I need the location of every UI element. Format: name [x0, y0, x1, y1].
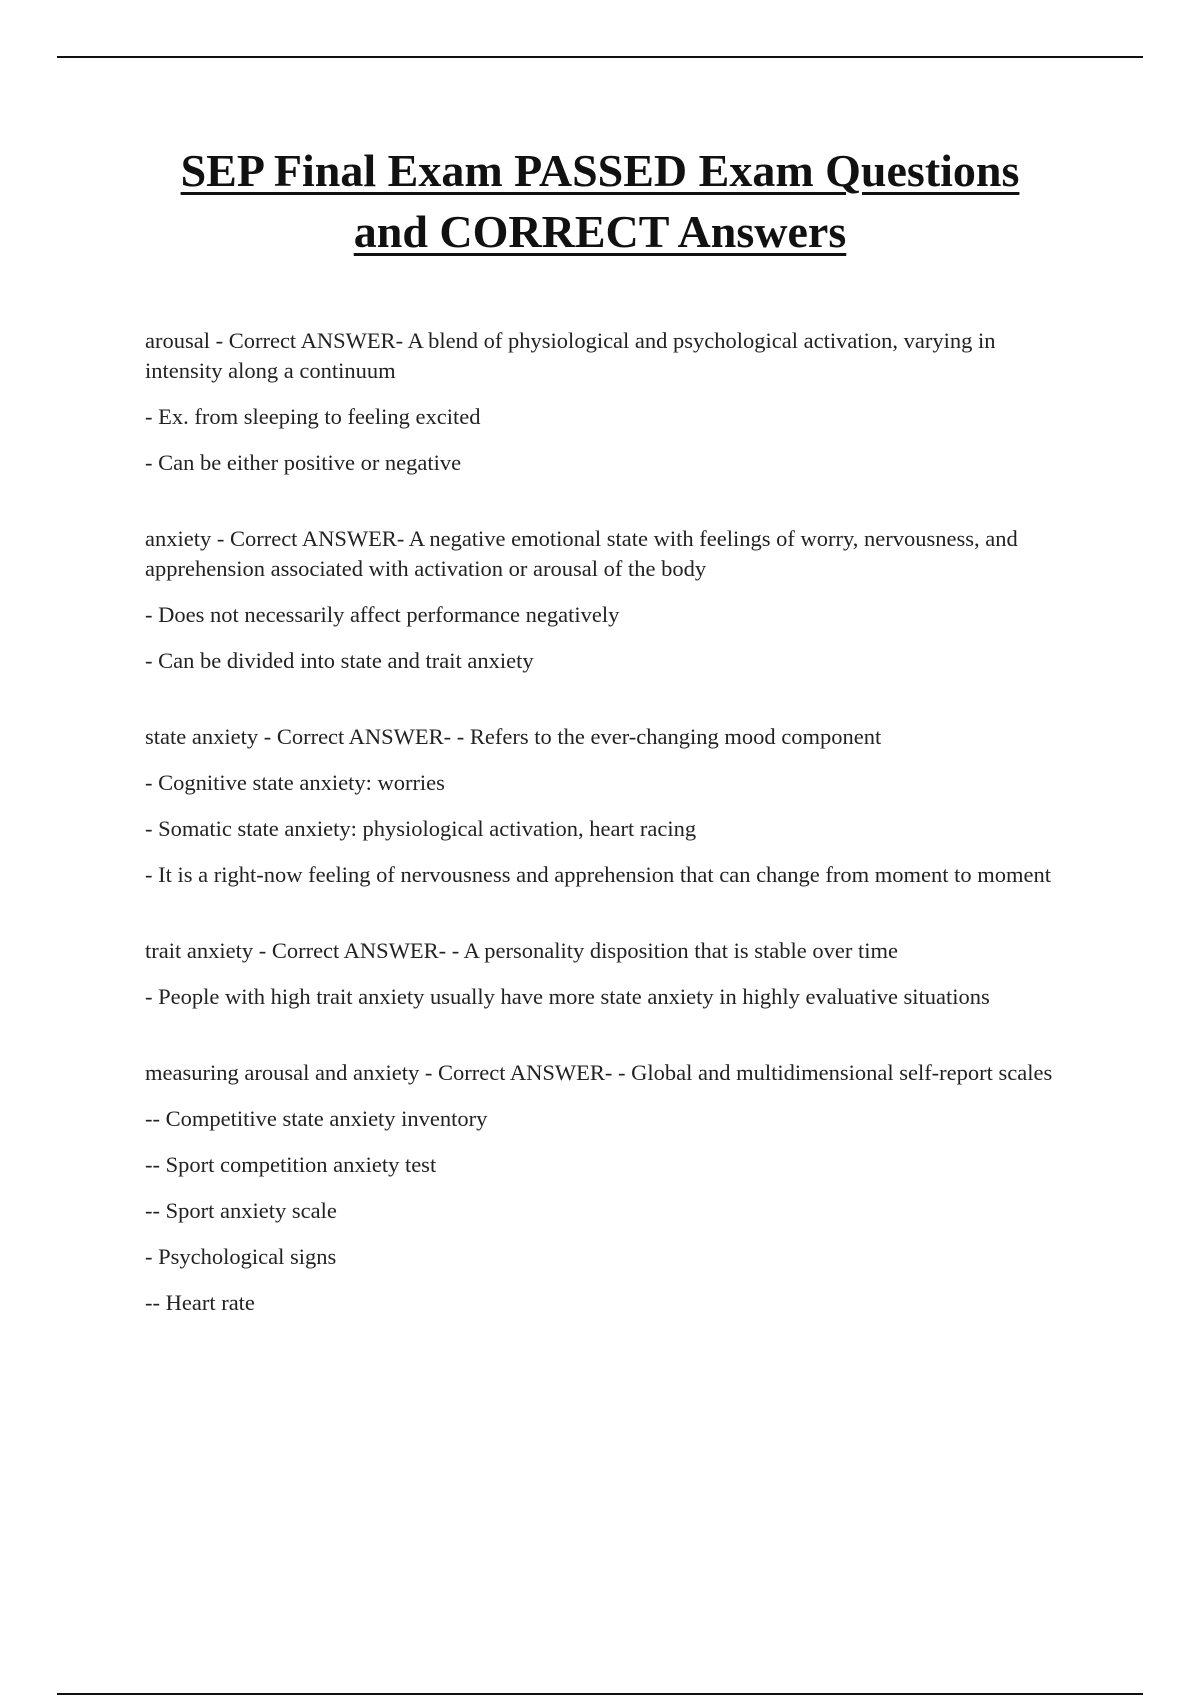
- bottom-rule: [57, 1693, 1143, 1695]
- answer-detail: - Does not necessarily affect performance negatively: [145, 602, 620, 627]
- qa-entry-state-anxiety: [145, 722, 1075, 890]
- document-title: [60, 140, 1140, 262]
- question-answer: state anxiety - Correct ANSWER- - Refers to the ever-changing mood component: [145, 724, 882, 749]
- qa-entry-trait-anxiety: [145, 936, 1075, 1012]
- answer-detail: -- Heart rate: [145, 1290, 255, 1315]
- answer-detail: - Can be either positive or negative: [145, 450, 462, 475]
- question-answer: measuring arousal and anxiety - Correct ANSWER- - Global and multidimensional self-report scales: [145, 1060, 1053, 1085]
- answer-detail: - Somatic state anxiety: physiological activation, heart racing: [145, 816, 697, 841]
- title-line-1: SEP Final Exam PASSED Exam Questions: [180, 145, 1020, 196]
- answer-detail: - Ex. from sleeping to feeling excited: [145, 404, 481, 429]
- answer-detail: - Can be divided into state and trait anxiety: [145, 648, 534, 673]
- answer-detail: -- Sport anxiety scale: [145, 1198, 337, 1223]
- qa-list: [145, 326, 1075, 1364]
- top-rule: [57, 56, 1143, 58]
- answer-detail: -- Sport competition anxiety test: [145, 1152, 437, 1177]
- question-answer: arousal - Correct ANSWER- A blend of physiological and psychological activation, varying in intensity along a continuum: [145, 328, 996, 383]
- question-answer: anxiety - Correct ANSWER- A negative emotional state with feelings of worry, nervousness, and apprehension associated with activation or arousal of the body: [145, 526, 1018, 581]
- answer-detail: -- Competitive state anxiety inventory: [145, 1106, 488, 1131]
- qa-entry-arousal: [145, 326, 1075, 478]
- qa-entry-measuring: [145, 1058, 1075, 1318]
- answer-detail: - People with high trait anxiety usually have more state anxiety in highly evaluative situations: [145, 984, 990, 1009]
- title-line-2: and CORRECT Answers: [353, 206, 847, 257]
- answer-detail: - It is a right-now feeling of nervousness and apprehension that can change from moment to moment: [145, 862, 1051, 887]
- qa-entry-anxiety: [145, 524, 1075, 676]
- answer-detail: - Psychological signs: [145, 1244, 337, 1269]
- answer-detail: - Cognitive state anxiety: worries: [145, 770, 445, 795]
- question-answer: trait anxiety - Correct ANSWER- - A personality disposition that is stable over time: [145, 938, 898, 963]
